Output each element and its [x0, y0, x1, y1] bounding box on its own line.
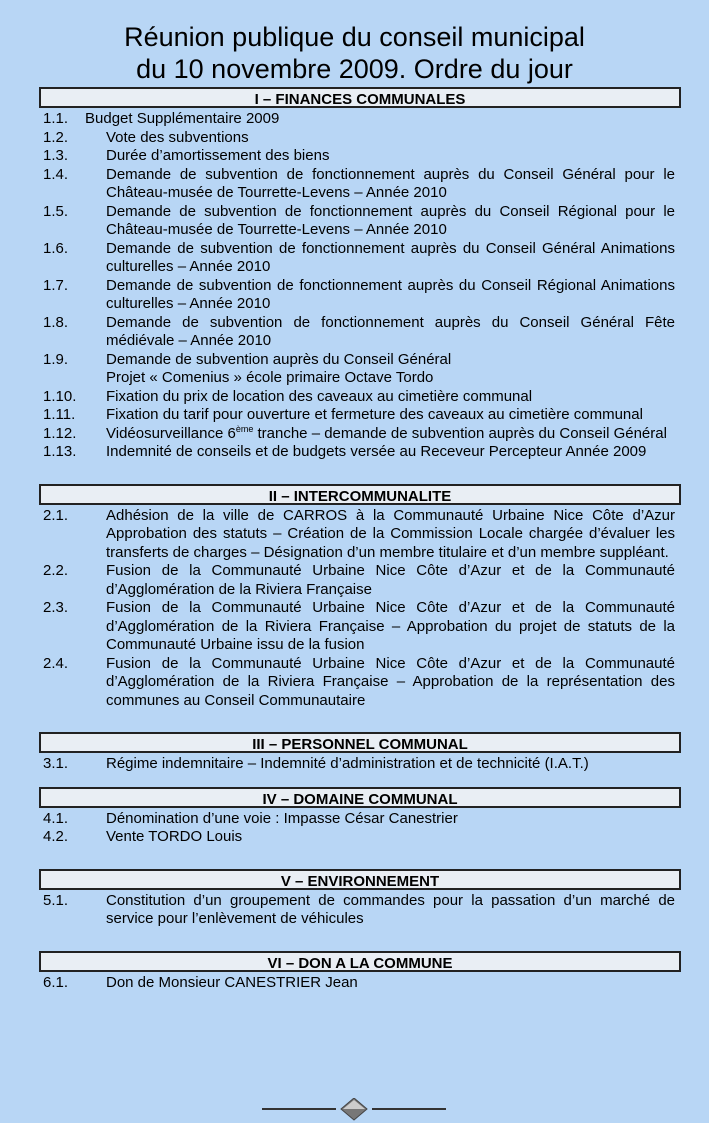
- item-list: [39, 108, 681, 462]
- item-text-part: Vidéosurveillance 6: [106, 424, 236, 442]
- section-heading: II – INTERCOMMUNALITE: [39, 484, 681, 505]
- list-item: [43, 443, 675, 462]
- item-text: Don de Monsieur CANESTRIER Jean: [106, 973, 358, 991]
- list-item: [43, 110, 675, 129]
- list-item: [43, 166, 675, 203]
- spacer: [0, 774, 709, 787]
- spacer: [0, 929, 709, 951]
- page-title: [0, 0, 709, 87]
- item-number: 2.4.: [43, 654, 69, 672]
- item-list: [39, 972, 681, 993]
- list-item: [43, 129, 675, 148]
- item-text: Fixation du tarif pour ouverture et fermeture des caveaux au cimetière communal: [106, 406, 643, 423]
- item-text: Fusion de la Communauté Urbaine Nice Côte d’Azur et de la Communauté d’Agglomération de la Riviera Française: [106, 562, 675, 598]
- item-text: Fusion de la Communauté Urbaine Nice Côte d’Azur et de la Communauté d’Agglomération de la Riviera Française – Approbation de la représentation des communes au Conseil Communautaire: [106, 654, 675, 709]
- list-item: [43, 974, 675, 993]
- item-text: Demande de subvention de fonctionnement auprès du Conseil Régional pour le Château-musée de Tourrette-Levens – Année 2010: [106, 202, 675, 238]
- superscript: ème: [235, 423, 254, 434]
- section-heading: V – ENVIRONNEMENT: [39, 869, 681, 890]
- item-number: 1.11.: [43, 406, 76, 423]
- item-text: Fixation du prix de location des caveaux au cimetière communal: [106, 387, 533, 405]
- item-text: Régime indemnitaire – Indemnité d’administration et de technicité (I.A.T.): [106, 755, 589, 772]
- section-finances: [39, 87, 681, 462]
- spacer: [0, 847, 709, 869]
- section-don: [39, 951, 681, 993]
- item-text: Demande de subvention de fonctionnement auprès du Conseil Général pour le Château-musée de Tourrette-Levens – Année 2010: [106, 165, 675, 201]
- item-text-line: Projet « Comenius » école primaire Octave Tordo: [106, 369, 434, 386]
- list-item: [43, 314, 675, 351]
- list-item: [43, 892, 675, 929]
- item-number: 6.1.: [43, 973, 69, 991]
- title-line-2: du 10 novembre 2009. Ordre du jour: [136, 54, 573, 84]
- section-heading: III – PERSONNEL COMMUNAL: [39, 732, 681, 753]
- spacer: [0, 462, 709, 484]
- section-domaine: [39, 787, 681, 847]
- item-number: 1.10.: [43, 387, 77, 405]
- divider-left-line: [262, 1108, 336, 1110]
- item-list: [39, 808, 681, 847]
- spacer: [0, 710, 709, 732]
- item-text: [106, 425, 675, 444]
- item-number: 2.3.: [43, 599, 69, 616]
- item-number: 1.6.: [43, 239, 69, 257]
- list-item: [43, 507, 675, 563]
- item-text: Demande de subvention de fonctionnement auprès du Conseil Régional Animations culturelles – Année 2010: [106, 276, 675, 312]
- item-number: 2.2.: [43, 562, 69, 579]
- item-text: Budget Supplémentaire 2009: [85, 110, 280, 127]
- list-item: [43, 755, 675, 774]
- item-number: 4.2.: [43, 828, 69, 845]
- item-text: Vote des subventions: [106, 128, 249, 146]
- item-list: [39, 505, 681, 711]
- item-number: 1.2.: [43, 128, 69, 146]
- list-item: [43, 203, 675, 240]
- item-text-part: tranche – demande de subvention auprès du Conseil Général: [253, 424, 667, 442]
- item-number: 3.1.: [43, 755, 69, 772]
- item-text: [106, 351, 675, 388]
- list-item: [43, 425, 675, 444]
- section-personnel: [39, 732, 681, 774]
- list-item: [43, 147, 675, 166]
- item-text-line: Demande de subvention auprès du Conseil Général: [106, 350, 452, 368]
- list-item: [43, 277, 675, 314]
- item-text: Dénomination d’une voie : Impasse César Canestrier: [106, 809, 458, 827]
- list-item: [43, 810, 675, 829]
- section-environnement: [39, 869, 681, 929]
- item-text: Durée d’amortissement des biens: [106, 147, 330, 164]
- item-text: Demande de subvention de fonctionnement auprès du Conseil Général Animations culturelles – Année 2010: [106, 239, 675, 275]
- divider-right-line: [372, 1108, 446, 1110]
- item-text: Demande de subvention de fonctionnement auprès du Conseil Général Fête médiévale – Année 2010: [106, 313, 675, 349]
- title-line-1: Réunion publique du conseil municipal: [124, 22, 585, 52]
- item-number: 1.7.: [43, 276, 69, 294]
- item-list: [39, 753, 681, 774]
- list-item: [43, 406, 675, 425]
- item-number: 1.8.: [43, 313, 69, 331]
- section-heading: I – FINANCES COMMUNALES: [39, 87, 681, 108]
- item-number: 1.13.: [43, 443, 77, 460]
- list-item: [43, 655, 675, 711]
- item-text: Constitution d’un groupement de commandes pour la passation d’un marché de service pour l’enlèvement de véhicules: [106, 891, 675, 927]
- item-number: 1.9.: [43, 350, 69, 368]
- section-heading: VI – DON A LA COMMUNE: [39, 951, 681, 972]
- item-number: 2.1.: [43, 506, 69, 524]
- section-heading: IV – DOMAINE COMMUNAL: [39, 787, 681, 808]
- item-text: Adhésion de la ville de CARROS à la Communauté Urbaine Nice Côte d’Azur Approbation des statuts – Création de la Commission Locale chargée d’évaluer les transferts de charges – Désignation d’un membre titulaire et d’un membre suppléant.: [106, 506, 675, 561]
- item-number: 1.12.: [43, 424, 77, 442]
- list-item: [43, 828, 675, 847]
- list-item: [43, 562, 675, 599]
- item-text: Indemnité de conseils et de budgets versée au Receveur Percepteur Année 2009: [106, 443, 647, 460]
- item-number: 5.1.: [43, 891, 69, 909]
- item-number: 1.4.: [43, 165, 69, 183]
- item-number: 1.1.: [43, 110, 69, 127]
- section-intercommunalite: [39, 484, 681, 711]
- list-item: [43, 388, 675, 407]
- item-list: [39, 890, 681, 929]
- list-item: [43, 240, 675, 277]
- item-number: 1.3.: [43, 147, 69, 164]
- item-number: 1.5.: [43, 202, 69, 220]
- item-text: Fusion de la Communauté Urbaine Nice Côte d’Azur et de la Communauté d’Agglomération de la Riviera Française – Approbation du projet de statuts de la Communauté Urbaine issu de la fusion: [106, 599, 675, 653]
- item-text: Vente TORDO Louis: [106, 828, 243, 845]
- list-item: [43, 599, 675, 655]
- item-number: 4.1.: [43, 809, 69, 827]
- diamond-divider-icon: [262, 1098, 446, 1122]
- list-item: [43, 351, 675, 388]
